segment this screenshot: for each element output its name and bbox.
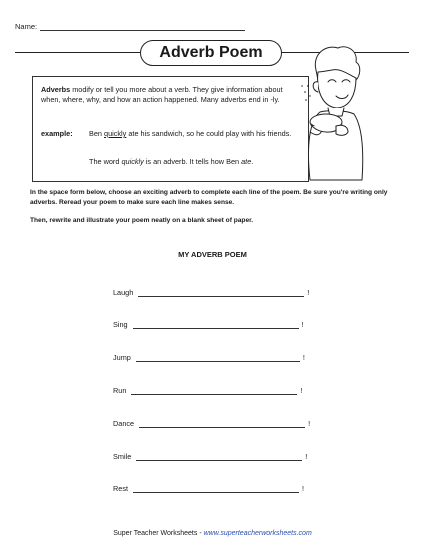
note-word: quickly (121, 157, 144, 166)
poem-line-word: Smile (113, 452, 132, 461)
poem-line-blank[interactable] (133, 484, 299, 493)
footer-url-link[interactable]: www.superteacherworksheets.com (203, 530, 312, 537)
example-sentence (89, 129, 299, 139)
footer-separator: - (197, 530, 204, 537)
definition-box (32, 76, 309, 182)
poem-line-end: ! (305, 452, 308, 461)
example-pre: Ben (89, 129, 105, 138)
poem-line-end: ! (301, 320, 304, 329)
poem-line-run (113, 386, 302, 395)
boy-eating-sandwich-illustration (296, 40, 376, 190)
page-title (140, 40, 282, 66)
poem-line-dance (113, 419, 310, 428)
poem-line-laugh (113, 288, 309, 297)
poem-line-blank[interactable] (139, 419, 305, 428)
poem-title: MY ADVERB POEM (178, 250, 247, 259)
footer (0, 530, 425, 537)
name-label: Name: (15, 22, 38, 31)
poem-line-word: Run (113, 386, 127, 395)
poem-line-blank[interactable] (136, 353, 300, 362)
poem-line-blank[interactable] (133, 320, 299, 329)
instructions-paragraph-1: In the space form below, choose an exciting adverb to complete each line of the poem. Be sure you're writing only adverbs. Reread your poem to make sure each line makes sense. (30, 189, 388, 206)
page-title-text: Adverb Poem (159, 44, 263, 61)
poem-line-word: Dance (113, 419, 135, 428)
poem-line-end: ! (307, 288, 310, 297)
poem-line-word: Rest (113, 484, 129, 493)
name-row (15, 22, 245, 31)
poem-line-blank[interactable] (131, 386, 297, 395)
poem-line-end: ! (308, 419, 311, 428)
poem-line-rest (113, 484, 304, 493)
poem-line-smile (113, 452, 307, 461)
example-note (89, 157, 303, 167)
poem-line-word: Jump (113, 353, 131, 362)
definition-text (41, 85, 303, 105)
poem-line-blank[interactable] (136, 452, 302, 461)
note-mid: is an adverb. It tells how Ben (143, 157, 242, 166)
definition-body: modify or tell you more about a verb. They give information about when, where, why, and how an action happened. Many adverbs end in -ly. (41, 85, 283, 104)
footer-brand: Super Teacher Worksheets (113, 530, 198, 537)
poem-line-blank[interactable] (138, 288, 304, 297)
note-verb: ate (241, 157, 252, 166)
poem-line-end: ! (300, 386, 303, 395)
poem-line-jump (113, 353, 305, 362)
poem-line-word: Sing (113, 320, 128, 329)
definition-term: Adverbs (41, 85, 71, 94)
poem-line-end: ! (302, 484, 305, 493)
note-end: . (251, 157, 254, 166)
poem-line-word: Laugh (113, 288, 134, 297)
example-label: example: (41, 129, 73, 138)
example-post: ate his sandwich, so he could play with his friends. (126, 129, 292, 138)
note-pre: The word (89, 157, 122, 166)
poem-line-sing (113, 320, 304, 329)
example-adverb: quickly (104, 129, 127, 138)
instructions-paragraph-2: Then, rewrite and illustrate your poem neatly on a blank sheet of paper. (30, 217, 254, 224)
poem-line-end: ! (302, 353, 305, 362)
name-field[interactable] (40, 22, 245, 31)
